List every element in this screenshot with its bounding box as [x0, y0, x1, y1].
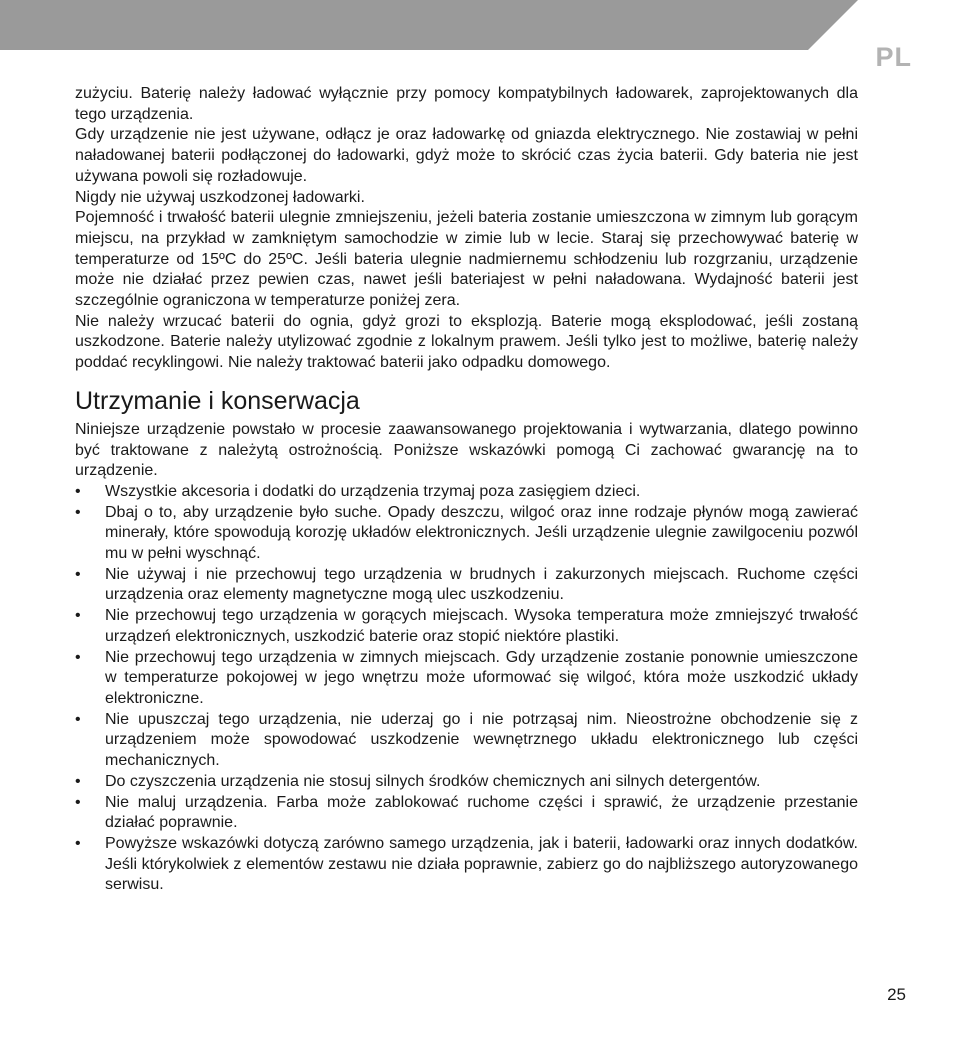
section-heading: Utrzymanie i konserwacja: [75, 386, 360, 415]
section-intro: Niniejsze urządzenie powstało w procesie zaawansowanego projektowania i wytwarzania, dlatego powinno być traktowane z należytą ostrożnością. Poniższe wskazówki pomogą Ci zachować gwarancję na to urządzenie.: [75, 420, 858, 480]
list-item-text: Powyższe wskazówki dotyczą zarówno samego urządzenia, jak i baterii, ładowarki oraz innych dodatków. Jeśli którykolwiek z elementów zestawu nie działa poprawnie, zabierz go do najbliższego autoryzowanego serwisu.: [105, 834, 858, 894]
list-item: [75, 772, 858, 793]
maintenance-list: [75, 482, 858, 896]
list-item-text: Do czyszczenia urządzenia nie stosuj silnych środków chemicznych ani silnych detergentów.: [105, 772, 761, 790]
bullet-icon: •: [75, 648, 81, 666]
intro-paragraph-3: Nigdy nie używaj uszkodzonej ładowarki.: [75, 188, 365, 206]
list-item-text: Wszystkie akcesoria i dodatki do urządzenia trzymaj poza zasięgiem dzieci.: [105, 482, 641, 500]
bullet-icon: •: [75, 607, 81, 625]
bullet-icon: •: [75, 565, 81, 583]
list-item: [75, 503, 858, 565]
list-item-text: Nie upuszczaj tego urządzenia, nie uderzaj go i nie potrząsaj nim. Nieostrożne obchodzenie się z urządzeniem może spowodować uszkodzenie wewnętrznego układu elektronicznego lub części mechanicznych.: [105, 710, 858, 770]
list-item: [75, 793, 858, 834]
list-item-text: Dbaj o to, aby urządzenie było suche. Opady deszczu, wilgoć oraz inne rodzaje płynów mogą zawierać minerały, które spowodują korozję układów elektronicznych. Jeśli urządzenie ulegnie zawilgoceniu pozwól mu w pełni wyschnąć.: [105, 503, 858, 563]
intro-paragraph-4: Pojemność i trwałość baterii ulegnie zmniejszeniu, jeżeli bateria zostanie umieszczona w zimnym lub gorącym miejscu, na przykład w zamkniętym samochodzie w zimie lub w lecie. Staraj się przechowywać baterię w temperaturze od 15ºC do 25ºC. Jeśli bateria ulegnie nadmiernemu schłodzeniu lub rozgrzaniu, urządzenie może nie działać przez pewien czas, nawet jeśli bateriajest w pełni naładowana. Wydajność baterii jest szczególnie ograniczona w temperaturze poniżej zera.: [75, 209, 858, 310]
intro-paragraph-2: Gdy urządzenie nie jest używane, odłącz je oraz ładowarkę od gniazda elektrycznego. Nie zostawiaj w pełni naładowanej baterii podłączonej do ładowarki, gdyż może to skrócić czas życia baterii. Gdy bateria nie jest używana powoli się rozładowuje.: [75, 126, 858, 185]
bullet-icon: •: [75, 834, 81, 852]
list-item: [75, 482, 858, 503]
language-code: PL: [875, 42, 912, 72]
list-item: [75, 606, 858, 647]
bullet-icon: •: [75, 482, 81, 500]
list-item-text: Nie maluj urządzenia. Farba może zablokować ruchome części i sprawić, że urządzenie przestanie działać poprawnie.: [105, 793, 858, 832]
list-item-text: Nie używaj i nie przechowuj tego urządzenia w brudnych i zakurzonych miejscach. Ruchome części urządzenia oraz elementy magnetyczne mogą ulec uszkodzeniu.: [105, 565, 858, 604]
header-band-shape: [0, 0, 860, 50]
bullet-icon: •: [75, 793, 81, 811]
page-content: [75, 84, 858, 896]
intro-paragraph-5: Nie należy wrzucać baterii do ognia, gdyż grozi to eksplozją. Baterie mogą eksplodować, jeśli zostaną uszkodzone. Baterie należy utylizować zgodnie z lokalnym prawem. Jeśli tylko jest to możliwe, baterię należy poddać recyklingowi. Nie należy traktować baterii jako odpadku domowego.: [75, 312, 858, 372]
list-item: [75, 710, 858, 772]
page-number: 25: [887, 985, 906, 1004]
intro-paragraph-1: zużyciu. Baterię należy ładować wyłącznie przy pomocy kompatybilnych ładowarek, zaprojektowanych dla tego urządzenia.: [75, 85, 858, 123]
bullet-icon: •: [75, 772, 81, 790]
list-item: [75, 834, 858, 896]
bullet-icon: •: [75, 503, 81, 521]
bullet-icon: •: [75, 710, 81, 728]
list-item-text: Nie przechowuj tego urządzenia w gorących miejscach. Wysoka temperatura może zmniejszyć trwałość urządzeń elektronicznych, uszkodzić baterie oraz stopić niektóre plastiki.: [105, 607, 858, 645]
list-item: [75, 648, 858, 710]
list-item-text: Nie przechowuj tego urządzenia w zimnych miejscach. Gdy urządzenie zostanie ponownie umieszczone w temperaturze pokojowej w jego wnętrzu może uformować się wilgoć, która może uszkodzić układy elektroniczne.: [105, 648, 858, 707]
header-band: [0, 0, 860, 50]
list-item: [75, 565, 858, 606]
